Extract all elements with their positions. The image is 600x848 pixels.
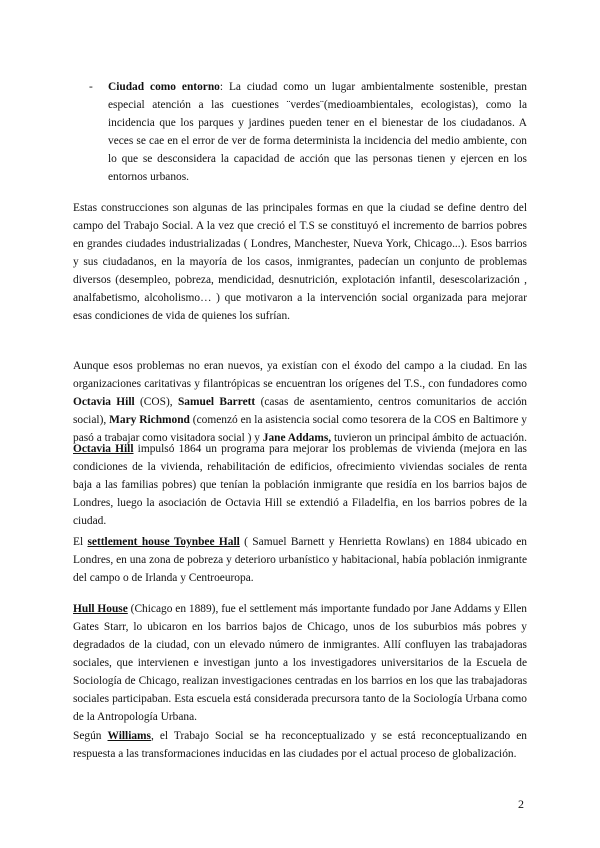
name-samuel-barrett: Samuel Barrett <box>177 396 256 408</box>
paragraph-4 <box>73 533 527 587</box>
heading-octavia-hill: Octavia Hill <box>73 443 134 455</box>
paragraph-5 <box>73 600 527 726</box>
paragraph-2 <box>73 357 527 447</box>
paragraph-1-text: Estas construcciones son algunas de las principales formas en que la ciudad se define dentro del campo del Trabajo Social. A la vez que creció el T.S se constituyó el incremento de barrios pobres en grandes ciudades industrializadas ( Londres, Manchester, Nueva York, Chicago...). Esos barrios y sus ciudadanos, en la mayoría de los casos, inmigrantes, padecían un conjunto de problemas diversos (desempleo, pobreza, mendicidad, desnutrición, explotación infantil, desescolarización , analfabetismo, alcoholismo… ) que motivaron a la intervención social organizada para mejorar esas condiciones de vida de quienes los sufrían. <box>73 202 527 322</box>
paragraph-4-text: ( Samuel Barnett y Henrietta Rowlans) en 1884 ubicado en Londres, en una zona de pobreza y deterioro urbanístico y habitacional, había población inmigrante del campo o de Irlanda y Centroeuropa. <box>73 536 527 584</box>
paragraph-4-text: El <box>73 536 88 548</box>
paragraph-2-text: (casas de asentamiento, centros comunitarios de acción social), <box>73 396 528 426</box>
paragraph-1 <box>73 199 527 325</box>
paragraph-6 <box>73 727 527 763</box>
bullet-item <box>89 78 527 186</box>
name-octavia-hill: Octavia Hill <box>73 396 135 408</box>
paragraph-6-text: , el Trabajo Social se ha reconceptualizado y se está reconceptualizando en respuesta a las transformaciones inducidas en las ciudades por el actual proceso de globalización. <box>73 730 527 760</box>
bullet-dash: - <box>89 81 93 93</box>
name-mary-richmond: Mary Richmond <box>109 414 190 426</box>
paragraph-3 <box>73 440 527 530</box>
bullet-term: Ciudad como entorno <box>108 81 220 93</box>
name-williams: Williams <box>107 730 151 742</box>
bullet-body: : La ciudad como un lugar ambientalmente sostenible, prestan especial atención a las cuestiones ¨verdes¨(medioambientales, ecologistas), como la incidencia que los parques y jardines pueden tener en el bienestar de los ciudadanos. A veces se cae en el error de ver de forma determinista la incidencia del medio ambiente, con lo que se desconsidera la capacidad de acción que las personas tienen y ejercen en los entornos urbanos. <box>108 81 527 183</box>
paragraph-3-text: impulsó 1864 un programa para mejorar los problemas de vivienda (mejora en las condiciones de la vivienda, rehabilitación de edificios, ofrecimiento viviendas sociales de renta baja a las familias pobres) que tenían la población inmigrante que residía en los barrios bajos de Londres, luego la asociación de Octavia Hill se extendió a Filadelfia, en los barrios pobres de la ciudad. <box>73 443 527 527</box>
paragraph-2-text: Aunque esos problemas no eran nuevos, ya existían con el éxodo del campo a la ciudad. En las organizaciones caritativas y filantrópicas se encuentran los orígenes del T.S., con fundadores como <box>73 360 527 390</box>
bullet-paragraph <box>108 78 527 186</box>
page-number: 2 <box>518 797 524 811</box>
paragraph-2-text: (comenzó en la asistencia social como tesorera de la COS en Baltimore y pasó a trabajar como visitadora social ) y <box>73 414 527 444</box>
paragraph-6-text: Según <box>73 730 108 742</box>
heading-hull-house: Hull House <box>73 603 128 615</box>
paragraph-5-text: (Chicago en 1889), fue el settlement más importante fundado por Jane Addams y Ellen Gates Starr, lo ubicaron en los barrios bajos de Chicago, unos de los suburbios más pobres y degradados de la ciudad, con un elevado número de inmigrantes. Allí confluyen las trabajadoras sociales, que intervienen e investigan junto a los investigadores universitarios de la Escuela de Sociología de Chicago, realizan investigaciones centradas en los barrios en los que las trabajadoras sociales participaban. Esta escuela está considerada precursora tanto de la Sociología Urbana como de la Antropología Urbana. <box>73 603 527 723</box>
name-jane-addams: Jane Addams, <box>262 432 332 444</box>
paragraph-2-text: tuvieron un principal ámbito de actuación. <box>331 432 527 444</box>
heading-toynbee-hall: settlement house Toynbee Hall <box>87 536 240 548</box>
paragraph-2-text: (COS), <box>134 396 178 408</box>
